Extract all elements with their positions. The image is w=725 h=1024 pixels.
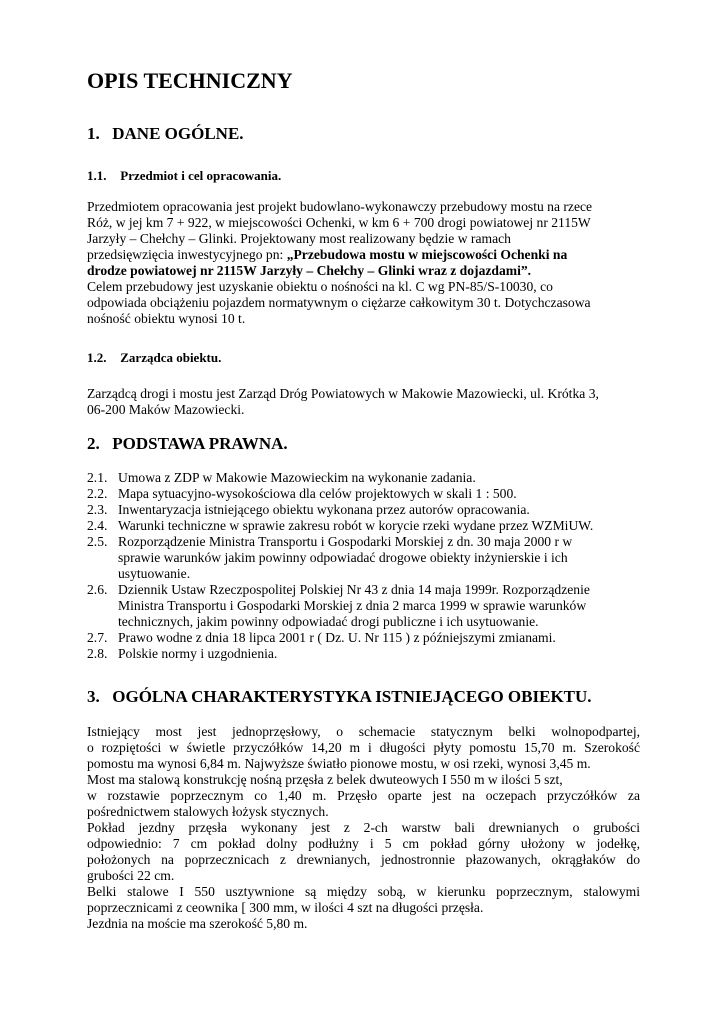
list-item — [87, 534, 647, 582]
section-2-heading — [87, 434, 288, 454]
list-item — [87, 582, 647, 630]
paragraph-line: Most ma stalową konstrukcję nośną przęsła z belek dwuteowych I 550 m w ilości 5 szt, — [87, 772, 563, 787]
list-item-number: 2.3. — [87, 502, 108, 517]
paragraph-line: Istniejący most jest jednoprzęsłowy, o schemacie statycznym belki wolnopodpartej, — [87, 724, 640, 739]
section-3-heading — [87, 687, 592, 707]
list-item — [87, 518, 647, 534]
list-item-line: Inwentaryzacja istniejącego obiektu wykonana przez autorów opracowania. — [118, 502, 530, 517]
list-item-text — [118, 470, 647, 486]
section-2-title: PODSTAWA PRAWNA. — [112, 434, 288, 453]
project-name-bold: „Przebudowa mostu w miejscowości Ochenki na — [286, 247, 568, 262]
paragraph-line-prefix: przedsięwzięcia inwestycyjnego pn: — [87, 247, 287, 262]
paragraph-line: grubości 22 cm. — [87, 868, 175, 883]
paragraph-line: poprzecznicami z ceownika [ 300 mm, w ilości 4 szt na długości przęsła. — [87, 900, 484, 915]
list-item-number: 2.6. — [87, 582, 108, 597]
list-item-number: 2.2. — [87, 486, 108, 501]
list-item — [87, 646, 647, 662]
list-item-line: technicznych, jakim powinny odpowiadać drogi publiczne i ich usytuowanie. — [118, 614, 539, 629]
list-item-number: 2.4. — [87, 518, 108, 533]
paragraph-line: Jezdnia na moście ma szerokość 5,80 m. — [87, 916, 308, 931]
list-item — [87, 486, 647, 502]
paragraph-line: odpowiada obciążeniu pojazdem normatywnym o ciężarze całkowitym 30 t. Dotychczasowa — [87, 295, 591, 310]
section-1-heading — [87, 124, 244, 144]
paragraph-line: odpowiednio: 7 cm pokład dolny podłużny i 5 cm pokład górny ułożony w jodełkę, — [87, 836, 640, 851]
list-item-text — [118, 534, 647, 582]
list-item-number: 2.1. — [87, 470, 108, 485]
list-item-text — [118, 630, 647, 646]
paragraph-line: Jarzyły – Chełchy – Glinki. Projektowany most realizowany będzie w ramach — [87, 231, 511, 246]
section-1-number: 1. — [87, 124, 100, 143]
section-1-title: DANE OGÓLNE. — [112, 124, 244, 143]
list-item-line: Mapa sytuacyjno-wysokościowa dla celów projektowych w skali 1 : 500. — [118, 486, 517, 501]
list-item-number: 2.5. — [87, 534, 108, 549]
list-item-number: 2.7. — [87, 630, 108, 645]
subsection-1-2-number: 1.2. — [87, 350, 107, 365]
list-item-line: Rozporządzenie Ministra Transportu i Gospodarki Morskiej z dn. 30 maja 2000 r w — [118, 534, 573, 549]
section-3-number: 3. — [87, 687, 100, 706]
list-item-text — [118, 646, 647, 662]
paragraph-line: pomostu ma wynosi 6,84 m. Najwyższe światło pionowe mostu, w osi rzeki, wynosi 3,45 m. — [87, 756, 591, 771]
paragraph-line: o rozpiętości w świetle przyczółków 14,20 m i długości płyty pomostu 15,70 m. Szerokość — [87, 740, 640, 755]
list-item-text — [118, 502, 647, 518]
list-item — [87, 470, 647, 486]
section-2-number: 2. — [87, 434, 100, 453]
list-item — [87, 502, 647, 518]
subsection-1-1-paragraph — [87, 199, 639, 327]
project-name-bold-cont: drodze powiatowej nr 2115W Jarzyły – Chełchy – Glinki wraz z dojazdami”. — [87, 263, 532, 278]
paragraph-line: Belki stalowe I 550 usztywnione są między sobą, w kierunku poprzecznym, stalowymi — [87, 884, 640, 899]
paragraph-line: pośrednictwem stalowych łożysk stycznych. — [87, 804, 329, 819]
list-item-number: 2.8. — [87, 646, 108, 661]
section-3-title: OGÓLNA CHARAKTERYSTYKA ISTNIEJĄCEGO OBIEKTU. — [112, 687, 592, 706]
list-item-text — [118, 582, 647, 630]
paragraph-line — [87, 263, 639, 279]
paragraph-line: Pokład jezdny przęsła wykonany jest z 2-ch warstw bali drewnianych o grubości — [87, 820, 640, 835]
list-item-line: sprawie warunków jakim powinny odpowiadać drogowe obiekty inżynierskie i ich — [118, 550, 568, 565]
list-item-text — [118, 518, 647, 534]
paragraph-line: Róż, w jej km 7 + 922, w miejscowości Ochenki, w km 6 + 700 drogi powiatowej nr 2115W — [87, 215, 591, 230]
legal-basis-list — [87, 470, 647, 662]
paragraph-line: Celem przebudowy jest uzyskanie obiektu o nośności na kl. C wg PN-85/S-10030, co — [87, 279, 553, 294]
paragraph-line: nośność obiektu wynosi 10 t. — [87, 311, 246, 326]
list-item-line: Prawo wodne z dnia 18 lipca 2001 r ( Dz. U. Nr 115 ) z późniejszymi zmianami. — [118, 630, 556, 645]
paragraph-line: Zarządcą drogi i mostu jest Zarząd Dróg Powiatowych w Makowie Mazowiecki, ul. Krótka 3, — [87, 386, 599, 401]
paragraph-line: w rozstawie poprzecznym co 1,40 m. Przęsło oparte jest na oczepach przyczółków za — [87, 788, 640, 803]
list-item-text — [118, 486, 647, 502]
list-item-line: usytuowanie. — [118, 566, 191, 581]
paragraph-line: Przedmiotem opracowania jest projekt budowlano-wykonawczy przebudowy mostu na rzece — [87, 199, 593, 214]
subsection-1-2-title: Zarządca obiektu. — [120, 350, 222, 365]
subsection-1-1-heading — [87, 168, 281, 184]
subsection-1-2-paragraph — [87, 386, 639, 418]
paragraph-line — [87, 247, 639, 263]
subsection-1-1-number: 1.1. — [87, 168, 107, 183]
section-3-paragraph — [87, 724, 640, 932]
list-item — [87, 630, 647, 646]
list-item-line: Polskie normy i uzgodnienia. — [118, 646, 278, 661]
paragraph-line: 06-200 Maków Mazowiecki. — [87, 402, 245, 417]
subsection-1-2-heading — [87, 350, 221, 366]
list-item-line: Umowa z ZDP w Makowie Mazowieckim na wykonanie zadania. — [118, 470, 476, 485]
subsection-1-1-title: Przedmiot i cel opracowania. — [120, 168, 282, 183]
list-item-line: Ministra Transportu i Gospodarki Morskiej z dnia 2 marca 1999 w sprawie warunków — [118, 598, 587, 613]
list-item-line: Warunki techniczne w sprawie zakresu robót w korycie rzeki wydane przez WZMiUW. — [118, 518, 594, 533]
list-item-line: Dziennik Ustaw Rzeczpospolitej Polskiej Nr 43 z dnia 14 maja 1999r. Rozporządzenie — [118, 582, 590, 597]
paragraph-line: położonych na poprzecznicach z drewnianych, jednostronnie płazowanych, okrągłaków do — [87, 852, 640, 867]
document-title: OPIS TECHNICZNY — [87, 68, 293, 93]
